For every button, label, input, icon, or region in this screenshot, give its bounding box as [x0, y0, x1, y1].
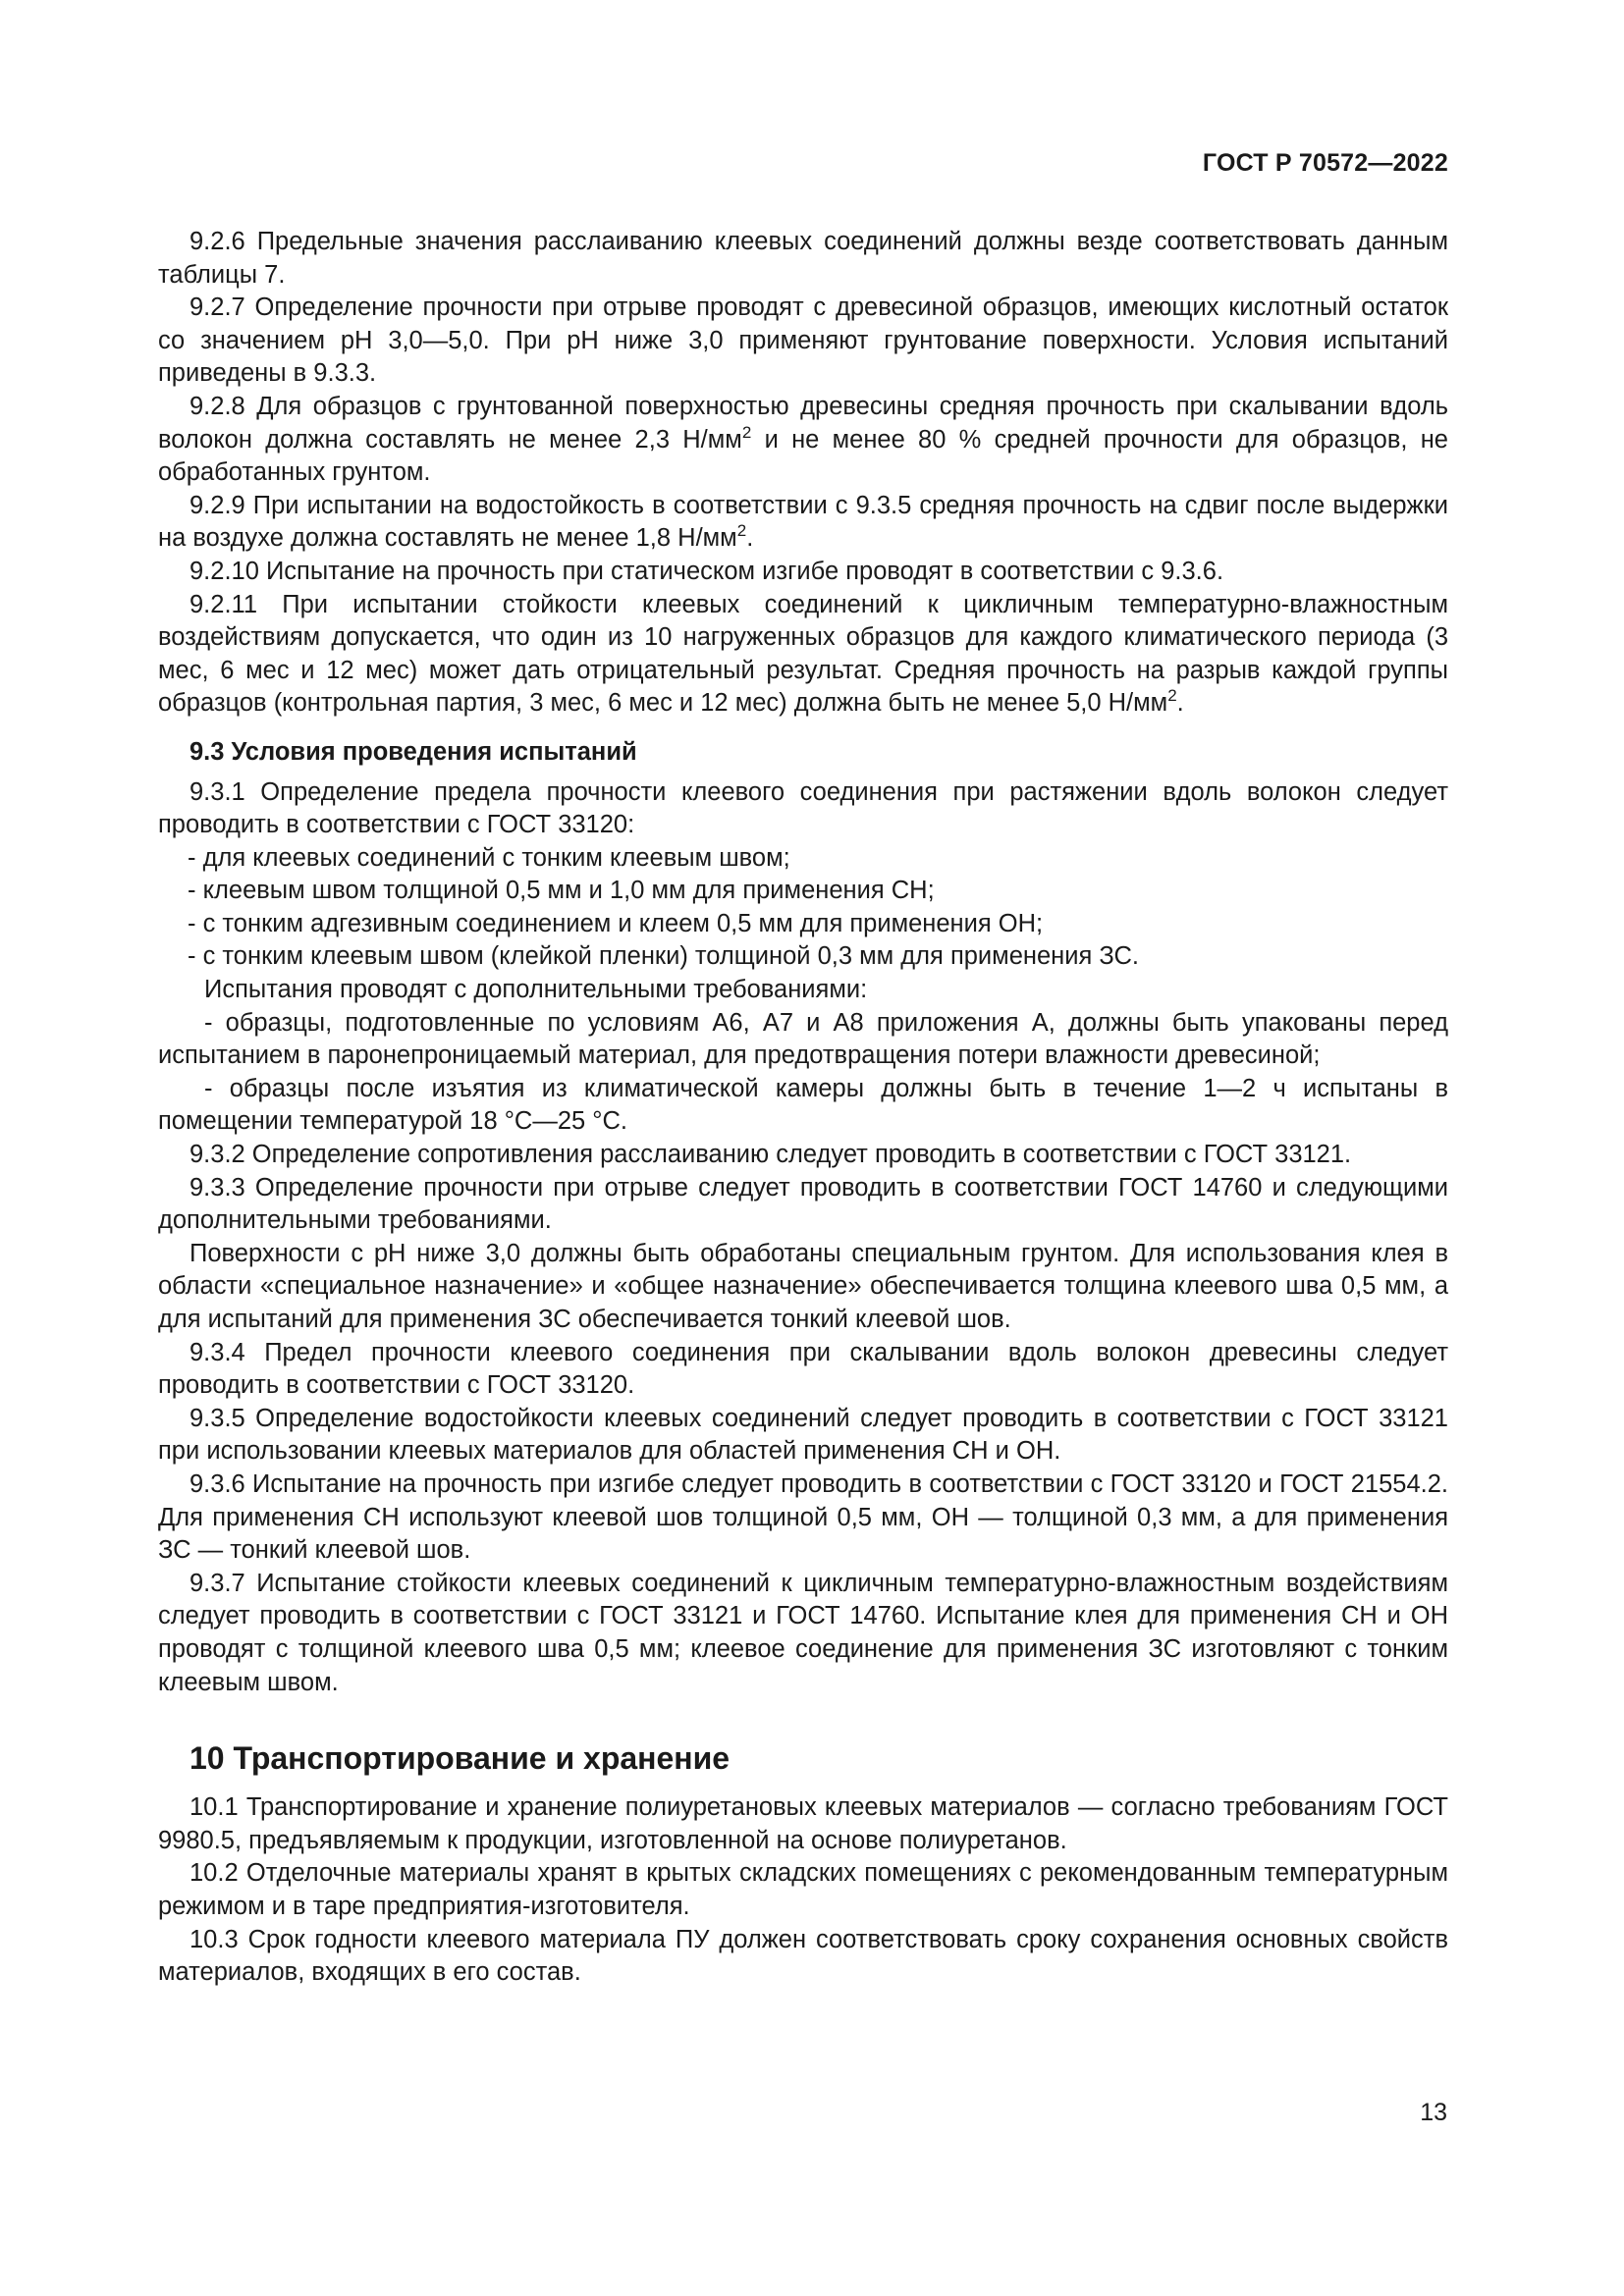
paragraph-9-3-7: 9.3.7 Испытание стойкости клеевых соединений к цикличным температурно-влажностным воздействиям следует проводить в соответствии с ГОСТ 33121 и ГОСТ 14760. Испытание клея для применения СН и ОН проводят с толщиной клеевого шва 0,5 мм; клеевое соединение для применения ЗС изготовляют с тонким клеевым швом.: [158, 1569, 1448, 1696]
paragraph-9-2-10: 9.2.10 Испытание на прочность при статическом изгибе проводят в соответствии с 9.3.6.: [189, 557, 1224, 585]
paragraph-10-2: 10.2 Отделочные материалы хранят в крытых складских помещениях с рекомендованным температурным режимом и в таре предприятия-изготовителя.: [158, 1859, 1448, 1920]
list-item: - с тонким клеевым швом (клейкой пленки) толщиной 0,3 мм для применения ЗС.: [188, 942, 1139, 971]
superscript: 2: [1167, 686, 1177, 706]
document-code: ГОСТ Р 70572—2022: [1202, 149, 1448, 177]
paragraph-9-2-6: 9.2.6 Предельные значения расслаиванию клеевых соединений должны везде соответствовать данным таблицы 7.: [158, 228, 1448, 289]
paragraph-9-2-11: [158, 589, 1448, 721]
paragraph-9-3-1: 9.3.1 Определение предела прочности клеевого соединения при растяжении вдоль волокон следует проводить в соответствии с ГОСТ 33120:: [158, 777, 1448, 839]
document-body: [158, 226, 1448, 1990]
text-part: 9.2.8 Для образцов с грунтованной поверхностью древесины средняя прочность при скалывании вдоль волокон должна составлять не менее 2,3 Н/мм: [158, 392, 1448, 454]
paragraph-10-3: 10.3 Срок годности клеевого материала ПУ должен соответствовать сроку сохранения основных свойств материалов, входящих в его состав.: [158, 1925, 1448, 1987]
text-part: 9.2.11 При испытании стойкости клеевых соединений к цикличным температурно-влажностным воздействиям допускается, что один из 10 нагруженных образцов для каждого климатического периода (3 мес, 6 мес и 12 мес) может дать отрицательный результат. Средняя прочность на разрыв каждой группы образцов (контрольная партия, 3 мес, 6 мес и 12 мес) должна быть не менее 5,0 Н/мм: [158, 590, 1448, 718]
superscript: 2: [741, 422, 752, 442]
paragraph-9-2-9: [158, 490, 1448, 556]
paragraph-9-3-3: 9.3.3 Определение прочности при отрыве следует проводить в соответствии ГОСТ 14760 и следующими дополнительными требованиями.: [158, 1173, 1448, 1235]
section-heading-9-3: 9.3 Условия проведения испытаний: [189, 737, 637, 766]
text-part: .: [1176, 689, 1184, 718]
list-item: - с тонким адгезивным соединением и клеем 0,5 мм для применения ОН;: [188, 909, 1044, 937]
paragraph-9-3-6: 9.3.6 Испытание на прочность при изгибе следует проводить в соответствии с ГОСТ 33120 и ГОСТ 21554.2. Для применения СН используют клеевой шов толщиной 0,5 мм, ОН — толщиной 0,3 мм, а для применения ЗС — тонкий клеевой шов.: [158, 1469, 1448, 1565]
paragraph-9-3-2: 9.3.2 Определение сопротивления расслаиванию следует проводить в соответствии с ГОСТ 33121.: [189, 1141, 1352, 1169]
text-part: .: [746, 524, 754, 553]
list-item: - для клеевых соединений с тонким клеевым швом;: [188, 843, 790, 872]
list-item: - клеевым швом толщиной 0,5 мм и 1,0 мм для применения СН;: [188, 877, 935, 905]
paragraph-10-1: 10.1 Транспортирование и хранение полиуретановых клеевых материалов — согласно требованиям ГОСТ 9980.5, предъявляемым к продукции, изготовленной на основе полиуретанов.: [158, 1793, 1448, 1854]
text-part: 9.2.9 При испытании на водостойкость в соответствии с 9.3.5 средняя прочность на сдвиг после выдержки на воздухе должна составлять не менее 1,8 Н/мм: [158, 491, 1448, 553]
paragraph-requirements-intro: Испытания проводят с дополнительными требованиями:: [204, 976, 868, 1004]
list-joint-types: [158, 842, 1448, 974]
section-heading-10: 10 Транспортирование и хранение: [189, 1740, 731, 1777]
paragraph-9-3-4: 9.3.4 Предел прочности клеевого соединения при скалывании вдоль волокон древесины следует проводить в соответствии с ГОСТ 33120.: [158, 1338, 1448, 1400]
paragraph-9-2-8: [158, 391, 1448, 490]
superscript: 2: [736, 521, 747, 541]
text-part: и не менее 80 % средней прочности для образцов, не обработанных грунтом.: [158, 425, 1448, 487]
list-item: - образцы, подготовленные по условиям А6, А7 и А8 приложения А, должны быть упакованы перед испытанием в паронепроницаемый материал, для предотвращения потери влажности древесиной;: [158, 1008, 1448, 1070]
paragraph-9-3-5: 9.3.5 Определение водостойкости клеевых соединений следует проводить в соответствии с ГОСТ 33121 при использовании клеевых материалов для областей применения СН и ОН.: [158, 1404, 1448, 1466]
paragraph-surfaces: Поверхности с рН ниже 3,0 должны быть обработаны специальным грунтом. Для использования клея в области «специальное назначение» и «общее назначение» обеспечивается толщина клеевого шва 0,5 мм, а для испытаний для применения ЗС обеспечивается тонкий клеевой шов.: [158, 1239, 1448, 1333]
paragraph-9-2-7: 9.2.7 Определение прочности при отрыве проводят с древесиной образцов, имеющих кислотный остаток со значением рН 3,0—5,0. При рН ниже 3,0 применяют грунтование поверхности. Условия испытаний приведены в 9.3.3.: [158, 294, 1448, 388]
list-item: - образцы после изъятия из климатической камеры должны быть в течение 1—2 ч испытаны в помещении температурой 18 °С—25 °С.: [158, 1074, 1448, 1136]
page-number: 13: [1420, 2099, 1447, 2126]
